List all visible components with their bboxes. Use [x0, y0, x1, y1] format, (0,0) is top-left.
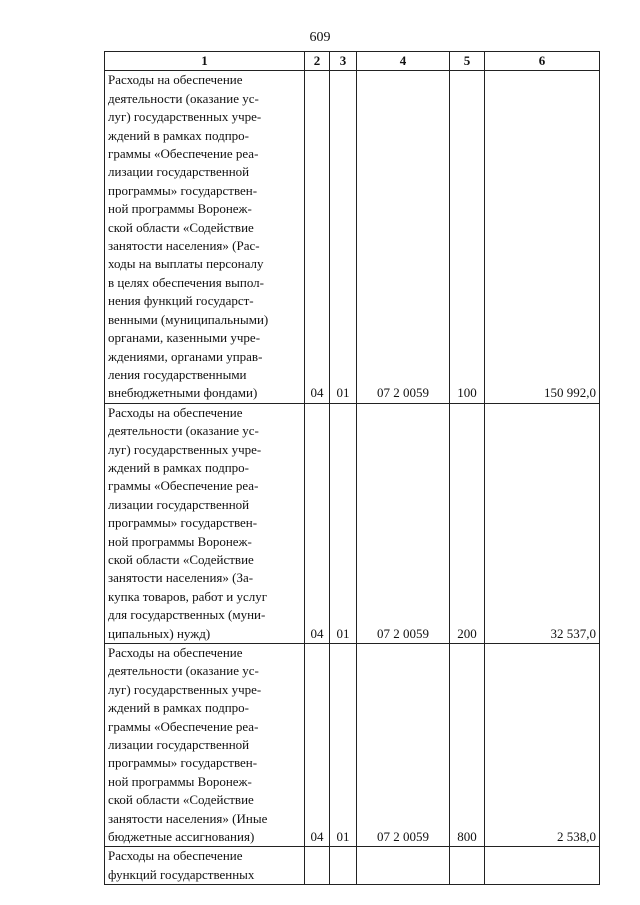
row-description: Расходы на обеспечение функций государственных: [105, 847, 305, 885]
row-section: 04: [305, 644, 330, 847]
table-row: [105, 71, 600, 403]
row-expense-type: 100: [450, 71, 485, 403]
row-target-article: 07 2 0059: [357, 71, 450, 403]
row-target-article: 07 2 0059: [357, 403, 450, 643]
row-target-article: 07 2 0059: [357, 644, 450, 847]
column-header-4: 4: [357, 52, 450, 71]
row-description: Расходы на обеспечение деятельности (оказание ус- луг) государственных учре- ждений в рамках подпро- граммы «Обеспечение реа- лизации государственной программы» государствен- ной программы Воронеж- ской области «Содействие занятости населения» (Рас- ходы на выплаты персоналу в целях обеспечения выпол- нения функций государст- венными (муниципальными) органами, казенными учре- ждениями, органами управ- ления государственными внебюджетными фондами): [105, 71, 305, 403]
row-target-article: [357, 847, 450, 885]
column-header-2: 2: [305, 52, 330, 71]
row-subsection: 01: [330, 644, 357, 847]
row-description: Расходы на обеспечение деятельности (оказание ус- луг) государственных учре- ждений в рамках подпро- граммы «Обеспечение реа- лизации государственной программы» государствен- ной программы Воронеж- ской области «Содействие занятости населения» (За- купка товаров, работ и услуг для государственных (муни- ципальных) нужд): [105, 403, 305, 643]
column-header-3: 3: [330, 52, 357, 71]
table-row: [105, 403, 600, 643]
row-amount: [485, 847, 600, 885]
column-header-1: 1: [105, 52, 305, 71]
row-amount: 32 537,0: [485, 403, 600, 643]
table-row: [105, 644, 600, 847]
row-subsection: 01: [330, 403, 357, 643]
row-expense-type: 200: [450, 403, 485, 643]
column-header-6: 6: [485, 52, 600, 71]
row-section: 04: [305, 403, 330, 643]
row-expense-type: [450, 847, 485, 885]
row-description: Расходы на обеспечение деятельности (оказание ус- луг) государственных учре- ждений в рамках подпро- граммы «Обеспечение реа- лизации государственной программы» государствен- ной программы Воронеж- ской области «Содействие занятости населения» (Иные бюджетные ассигнования): [105, 644, 305, 847]
row-amount: 2 538,0: [485, 644, 600, 847]
row-expense-type: 800: [450, 644, 485, 847]
column-header-5: 5: [450, 52, 485, 71]
budget-table: [104, 51, 600, 885]
row-subsection: [330, 847, 357, 885]
table-header-row: [105, 52, 600, 71]
row-subsection: 01: [330, 71, 357, 403]
row-section: 04: [305, 71, 330, 403]
table-row: [105, 847, 600, 885]
page-number: 609: [309, 30, 331, 45]
row-amount: 150 992,0: [485, 71, 600, 403]
row-section: [305, 847, 330, 885]
